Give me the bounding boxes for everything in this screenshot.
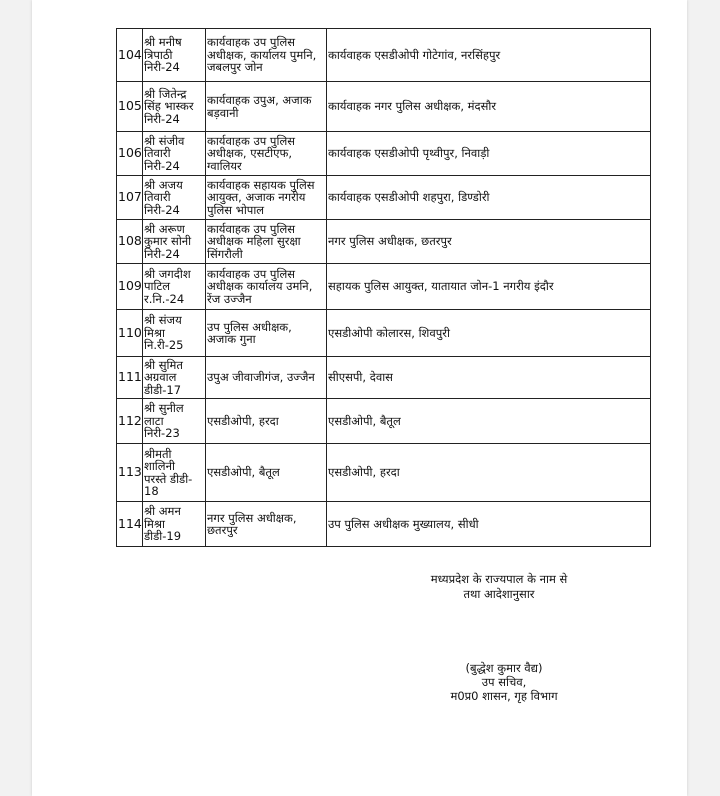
officer-name-cell: श्रीमती शालिनी परस्ते डीडी- 18 — [143, 444, 206, 502]
table-row — [117, 132, 651, 176]
new-posting-cell: एसडीओपी, हरदा — [327, 444, 651, 502]
signatory-designation: उप सचिव, — [481, 675, 527, 689]
order-line-2: तथा आदेशानुसार — [463, 587, 535, 601]
serial-number-cell: 110 — [117, 310, 143, 357]
officer-name-cell: श्री अजय तिवारी निरी-24 — [143, 176, 206, 220]
officer-name-cell: श्री सुनील लाटा निरी-23 — [143, 399, 206, 444]
serial-number-cell: 104 — [117, 29, 143, 82]
current-posting-cell: कार्यवाहक उपुअ, अजाक बड़वानी — [206, 82, 327, 132]
table-row — [117, 357, 651, 399]
serial-number-cell: 114 — [117, 502, 143, 547]
current-posting-cell: उप पुलिस अधीक्षक, अजाक गुना — [206, 310, 327, 357]
table-row — [117, 399, 651, 444]
table-row — [117, 29, 651, 82]
table-row — [117, 444, 651, 502]
new-posting-cell: एसडीओपी कोलारस, शिवपुरी — [327, 310, 651, 357]
serial-number-cell: 111 — [117, 357, 143, 399]
table-row — [117, 82, 651, 132]
new-posting-cell: कार्यवाहक एसडीओपी पृथ्वीपुर, निवाड़ी — [327, 132, 651, 176]
signatory-name: (बुद्धेश कुमार वैद्य) — [465, 661, 543, 675]
new-posting-cell: कार्यवाहक नगर पुलिस अधीक्षक, मंदसौर — [327, 82, 651, 132]
current-posting-cell: कार्यवाहक उप पुलिस अधीक्षक कार्यालय उमनि, रेंज उज्जैन — [206, 264, 327, 310]
new-posting-cell: नगर पुलिस अधीक्षक, छतरपुर — [327, 220, 651, 264]
current-posting-cell: कार्यवाहक उप पुलिस अधीक्षक, एसटीएफ, ग्वालियर — [206, 132, 327, 176]
serial-number-cell: 113 — [117, 444, 143, 502]
new-posting-cell: सीएसपी, देवास — [327, 357, 651, 399]
serial-number-cell: 109 — [117, 264, 143, 310]
signatory-department: म0प्र0 शासन, गृह विभाग — [450, 689, 558, 703]
new-posting-cell: कार्यवाहक एसडीओपी शहपुरा, डिण्डोरी — [327, 176, 651, 220]
current-posting-cell: एसडीओपी, हरदा — [206, 399, 327, 444]
current-posting-cell: कार्यवाहक सहायक पुलिस आयुक्त, अजाक नगरीय पुलिस भोपाल — [206, 176, 327, 220]
order-authority-text — [404, 572, 594, 602]
transfer-table — [116, 28, 651, 547]
officer-name-cell: श्री अमन मिश्रा डीडी-19 — [143, 502, 206, 547]
current-posting-cell: नगर पुलिस अधीक्षक, छतरपुर — [206, 502, 327, 547]
officer-name-cell: श्री जगदीश पाटिल र.नि.-24 — [143, 264, 206, 310]
order-line-1: मध्यप्रदेश के राज्यपाल के नाम से — [430, 572, 568, 586]
officer-name-cell: श्री संजय मिश्रा नि.री-25 — [143, 310, 206, 357]
current-posting-cell: एसडीओपी, बैतूल — [206, 444, 327, 502]
serial-number-cell: 108 — [117, 220, 143, 264]
table-row — [117, 502, 651, 547]
new-posting-cell: सहायक पुलिस आयुक्त, यातायात जोन-1 नगरीय इंदौर — [327, 264, 651, 310]
officer-name-cell: श्री संजीव तिवारी निरी-24 — [143, 132, 206, 176]
table-row — [117, 264, 651, 310]
officer-name-cell: श्री मनीष त्रिपाठी निरी-24 — [143, 29, 206, 82]
officer-name-cell: श्री सुमित अग्रवाल डीडी-17 — [143, 357, 206, 399]
table-row — [117, 310, 651, 357]
new-posting-cell: कार्यवाहक एसडीओपी गोटेगांव, नरसिंहपुर — [327, 29, 651, 82]
table-row — [117, 220, 651, 264]
serial-number-cell: 112 — [117, 399, 143, 444]
new-posting-cell: एसडीओपी, बैतूल — [327, 399, 651, 444]
serial-number-cell: 106 — [117, 132, 143, 176]
signature-block — [424, 661, 584, 703]
new-posting-cell: उप पुलिस अधीक्षक मुख्यालय, सीधी — [327, 502, 651, 547]
current-posting-cell: कार्यवाहक उप पुलिस अधीक्षक, कार्यालय पुमनि, जबलपुर जोन — [206, 29, 327, 82]
serial-number-cell: 105 — [117, 82, 143, 132]
current-posting-cell: उपुअ जीवाजीगंज, उज्जैन — [206, 357, 327, 399]
officer-name-cell: श्री अरूण कुमार सोनी निरी-24 — [143, 220, 206, 264]
document-page — [32, 0, 687, 796]
serial-number-cell: 107 — [117, 176, 143, 220]
current-posting-cell: कार्यवाहक उप पुलिस अधीक्षक महिला सुरक्षा सिंगरौली — [206, 220, 327, 264]
table-row — [117, 176, 651, 220]
officer-name-cell: श्री जितेन्द्र सिंह भास्कर निरी-24 — [143, 82, 206, 132]
